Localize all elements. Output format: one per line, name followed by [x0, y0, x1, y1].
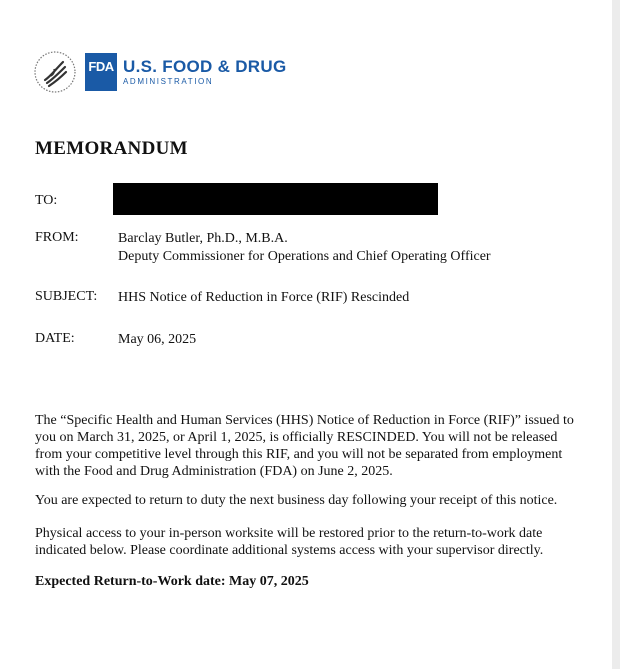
- date-value: May 06, 2025: [118, 332, 197, 347]
- from-value: [118, 230, 491, 266]
- body-paragraph-3: Physical access to your in-person worksite will be restored prior to the return-to-work date indicated below. Please coordinate additional systems access with your supervisor directly.: [35, 526, 544, 558]
- agency-wordmark: [123, 58, 286, 86]
- agency-name: U.S. FOOD & DRUG: [123, 57, 287, 76]
- redacted-recipient: [113, 183, 438, 215]
- page-edge: [612, 0, 620, 669]
- from-label: FROM:: [35, 230, 79, 245]
- memo-title: MEMORANDUM: [35, 138, 188, 159]
- fda-logo: [33, 50, 286, 94]
- agency-subtitle: ADMINISTRATION: [123, 77, 214, 86]
- hhs-eagle-seal-icon: [33, 50, 77, 94]
- subject-label: SUBJECT:: [35, 289, 98, 304]
- body-paragraph-2: You are expected to return to duty the next business day following your receipt of this notice.: [35, 493, 558, 508]
- return-date-line: Expected Return-to-Work date: May 07, 2025: [35, 574, 309, 589]
- from-title: Deputy Commissioner for Operations and Chief Operating Officer: [118, 249, 491, 264]
- from-name: Barclay Butler, Ph.D., M.B.A.: [118, 231, 288, 246]
- date-label: DATE:: [35, 331, 75, 346]
- body-paragraph-1: The “Specific Health and Human Services (HHS) Notice of Reduction in Force (RIF)” issued to you on March 31, 2025, or April 1, 2025, is officially RESCINDED. You will not be released from your competitive level through this RIF, and you will not be separated from employment with the Food and Drug Administration (FDA) on June 2, 2025.: [35, 413, 574, 479]
- fda-box: FDA: [85, 53, 117, 91]
- to-label: TO:: [35, 193, 58, 208]
- subject-value: HHS Notice of Reduction in Force (RIF) Rescinded: [118, 290, 410, 305]
